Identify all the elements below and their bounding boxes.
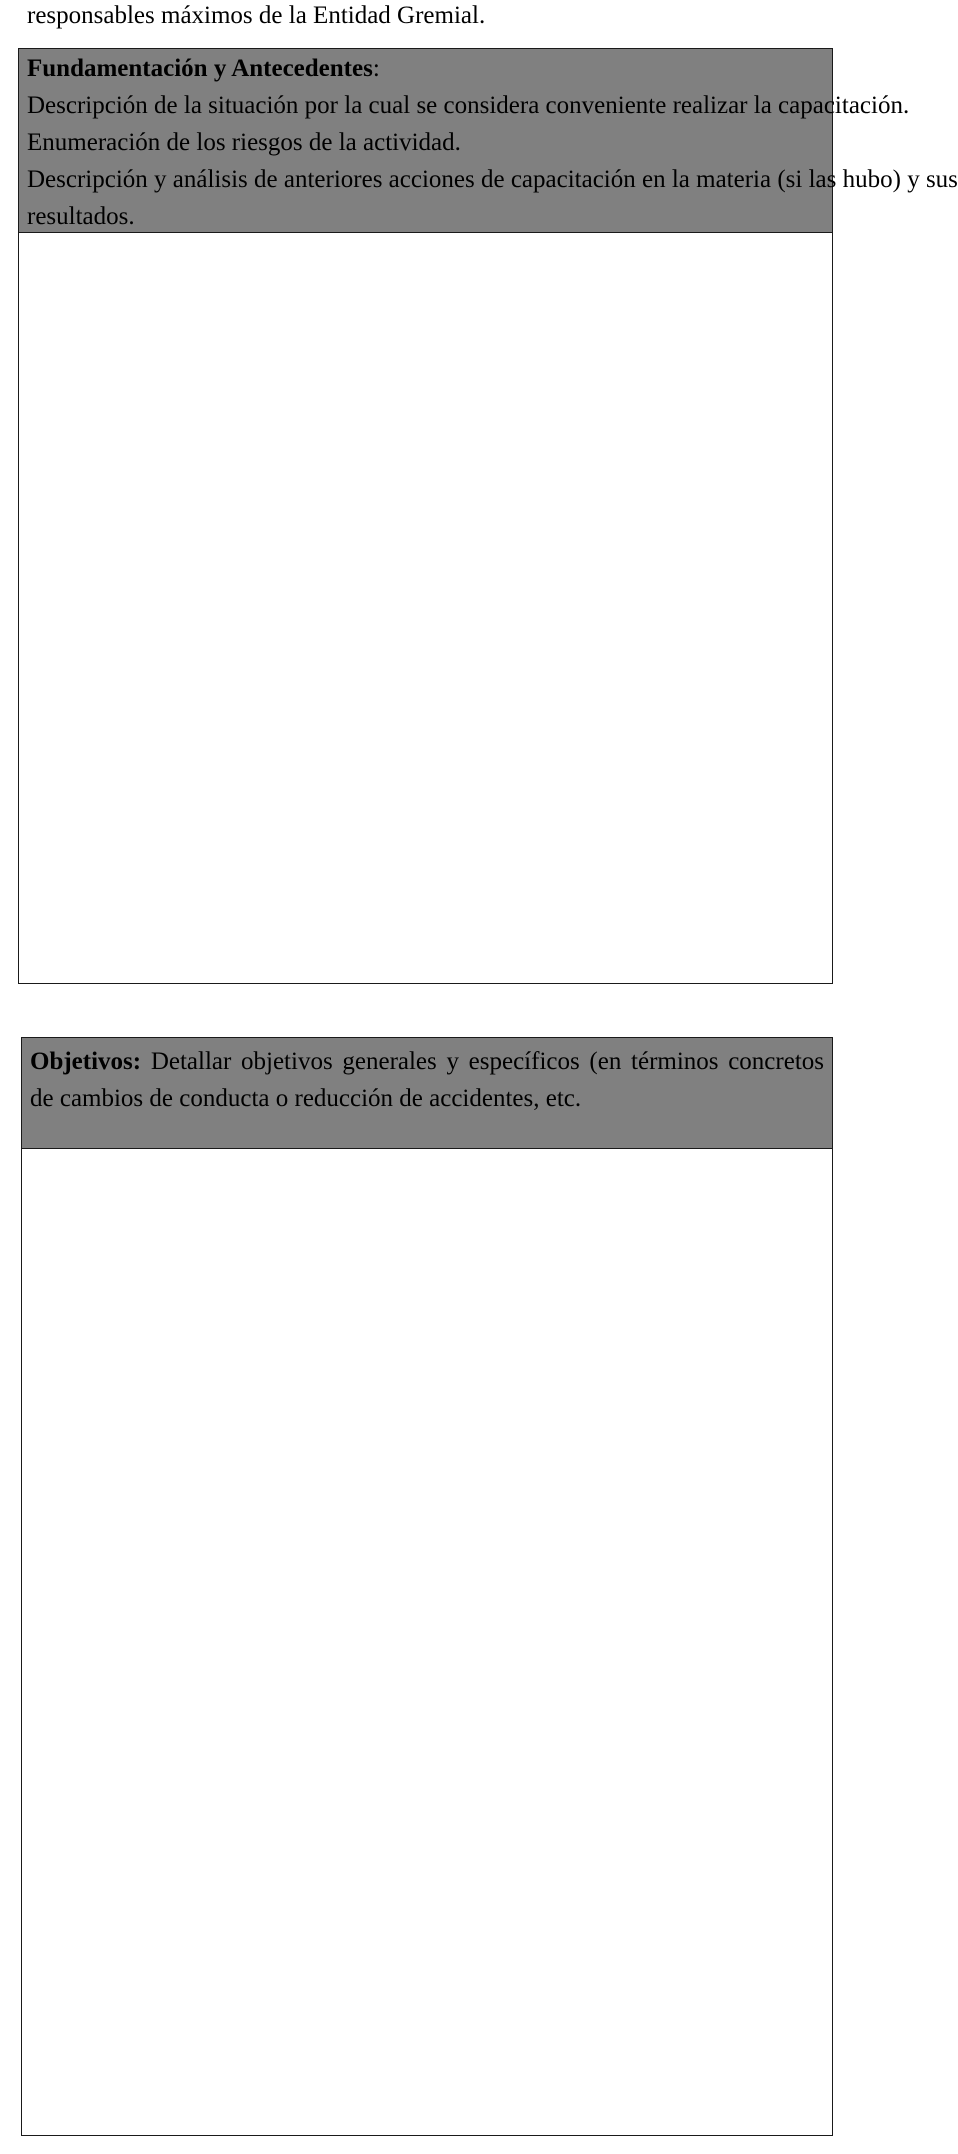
fundamentacion-answer-area[interactable] [19, 233, 832, 983]
objetivos-answer-area[interactable] [22, 1149, 832, 2135]
objetivos-text: Detallar objetivos generales y específicos (en términos concretos de cambios de conducta o reducción de accidentes, etc. [30, 1048, 825, 1112]
fundamentacion-header [19, 49, 958, 233]
fundamentacion-section [18, 48, 958, 984]
fundamentacion-line-1: Descripción de la situación por la cual se considera conveniente realizar la capacitación. [27, 92, 910, 119]
fundamentacion-line-3: Descripción y análisis de anteriores acciones de capacitación en la materia (si las hubo) y sus [27, 166, 958, 193]
objetivos-section [21, 1037, 833, 2136]
fundamentacion-title-line [27, 50, 825, 87]
objetivos-title: Objetivos: [30, 1048, 142, 1075]
intro-text: responsables máximos de la Entidad Gremial. [27, 2, 486, 29]
fundamentacion-title: Fundamentación y Antecedentes [27, 55, 373, 82]
objetivos-header [22, 1038, 832, 1149]
fundamentacion-title-suffix: : [372, 55, 380, 82]
fundamentacion-line-4: resultados. [27, 203, 135, 230]
fundamentacion-line-2: Enumeración de los riesgos de la actividad. [27, 129, 461, 156]
